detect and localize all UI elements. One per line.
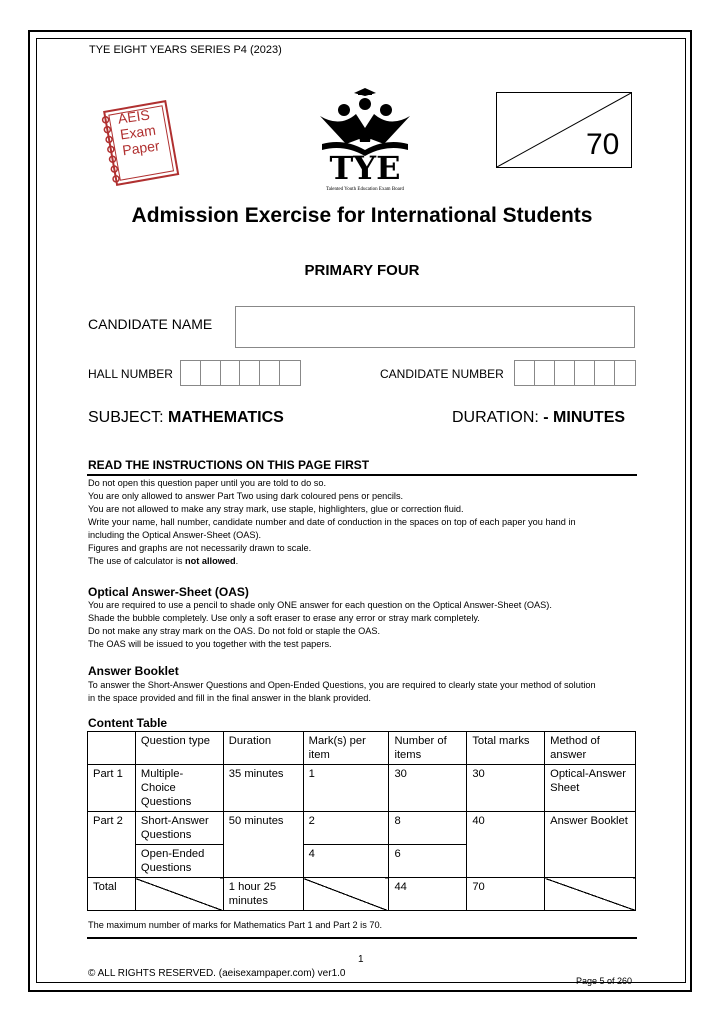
table-header-cell: Question type [135,732,223,765]
instruction-line: Do not open this question paper until you are told to do so. [88,478,327,488]
table-cell: Optical-Answer Sheet [545,765,636,812]
table-cell: 6 [389,845,467,878]
table-cell: 1 hour 25 minutes [223,878,303,911]
table-cell [88,732,136,765]
candidate-name-field[interactable] [235,306,635,348]
total-score: 70 [586,128,620,161]
table-cell-crossed [303,878,389,911]
instruction-line: You are not allowed to make any stray mark, use staple, highlighters, glue or correction fluid. [88,504,464,514]
instruction-line: including the Optical Answer-Sheet (OAS). [88,530,262,540]
duration-label: DURATION: [452,409,544,426]
content-table [87,731,636,911]
oas-line: Shade the bubble completely. Use only a soft eraser to erase any error or stray mark completely. [88,613,480,623]
instructions-rule [87,474,637,476]
table-cell-crossed [135,878,223,911]
instructions-body [88,477,648,568]
booklet-heading: Answer Booklet [88,664,179,678]
tye-emblem-icon [300,88,430,158]
tye-logo [300,88,430,198]
candidate-number-field[interactable] [514,360,636,386]
subject-value: MATHEMATICS [168,409,284,426]
table-cell: 35 minutes [223,765,303,812]
table-header-row [88,732,636,765]
table-cell: Short-Answer Questions [135,812,223,845]
tye-logo-tagline: Talented Youth Education Exam Board [325,187,405,192]
content-table-heading: Content Table [88,716,168,730]
hall-number-field[interactable] [180,360,301,386]
table-header-cell: Method of answer [545,732,636,765]
table-row [88,765,636,812]
oas-heading: Optical Answer-Sheet (OAS) [88,585,249,599]
table-header-cell: Mark(s) per item [303,732,389,765]
instruction-line: You are only allowed to answer Part Two using dark coloured pens or pencils. [88,491,404,501]
table-header-cell: Duration [223,732,303,765]
max-marks-note: The maximum number of marks for Mathematics Part 1 and Part 2 is 70. [88,920,383,930]
table-cell: 50 minutes [223,812,303,878]
table-cell: 1 [303,765,389,812]
page-title: Admission Exercise for International Students [131,204,593,227]
copyright: © ALL RIGHTS RESERVED. (aeisexampaper.com) ver1.0 [88,968,346,979]
table-cell: Part 1 [88,765,136,812]
table-total-row [88,878,636,911]
booklet-line: To answer the Short-Answer Questions and Open-Ended Questions, you are required to clearly state your method of solution [88,680,596,690]
instructions-heading: READ THE INSTRUCTIONS ON THIS PAGE FIRST [88,458,370,472]
duration-line [452,409,625,427]
calc-bold: not allowed [185,556,236,566]
subject-line [88,409,284,427]
aeis-stamp-text [117,106,161,159]
booklet-body [88,679,648,705]
table-header-cell: Total marks [467,732,545,765]
table-row [88,812,636,845]
page-of: Page 5 of 260 [576,976,633,986]
page-number: 1 [358,954,364,965]
table-cell: Part 2 [88,812,136,878]
table-cell: Total [88,878,136,911]
instruction-line: Write your name, hall number, candidate number and date of conduction in the spaces on top of each paper you hand in [88,517,576,527]
table-cell: 30 [467,765,545,812]
table-header-cell: Number of items [389,732,467,765]
calc-suffix: . [235,556,239,566]
table-cell: Multiple-Choice Questions [135,765,223,812]
table-cell: Open-Ended Questions [135,845,223,878]
table-cell: 70 [467,878,545,911]
table-cell-crossed [545,878,636,911]
instruction-line: Figures and graphs are not necessarily drawn to scale. [88,543,312,553]
table-cell: 8 [389,812,467,845]
table-cell: 4 [303,845,389,878]
footer-rule [87,937,637,939]
candidate-name-label: CANDIDATE NAME [88,316,213,332]
subject-label: SUBJECT: [88,409,169,426]
stamp-line-1: AEIS [116,106,151,127]
series-header: TYE EIGHT YEARS SERIES P4 (2023) [89,44,282,56]
duration-value: - MINUTES [543,409,626,426]
table-cell: 30 [389,765,467,812]
hall-number-label: HALL NUMBER [88,367,173,381]
stamp-line-2: Exam [119,121,157,143]
oas-body [88,599,648,651]
oas-line: Do not make any stray mark on the OAS. Do not fold or staple the OAS. [88,626,381,636]
candidate-number-label: CANDIDATE NUMBER [380,367,504,381]
table-cell: 40 [467,812,545,878]
table-cell: 2 [303,812,389,845]
oas-line: The OAS will be issued to you together with the test papers. [88,639,332,649]
tye-logo-name: TYE [329,149,401,187]
calc-prefix: The use of calculator is [88,556,186,566]
level-title: PRIMARY FOUR [304,262,420,279]
table-cell: Answer Booklet [545,812,636,878]
table-cell: 44 [389,878,467,911]
stamp-line-3: Paper [121,137,161,159]
instruction-line [88,555,648,568]
booklet-line: in the space provided and fill in the final answer in the blank provided. [88,693,371,703]
oas-line: You are required to use a pencil to shade only ONE answer for each question on the Optical Answer-Sheet (OAS). [88,600,552,610]
